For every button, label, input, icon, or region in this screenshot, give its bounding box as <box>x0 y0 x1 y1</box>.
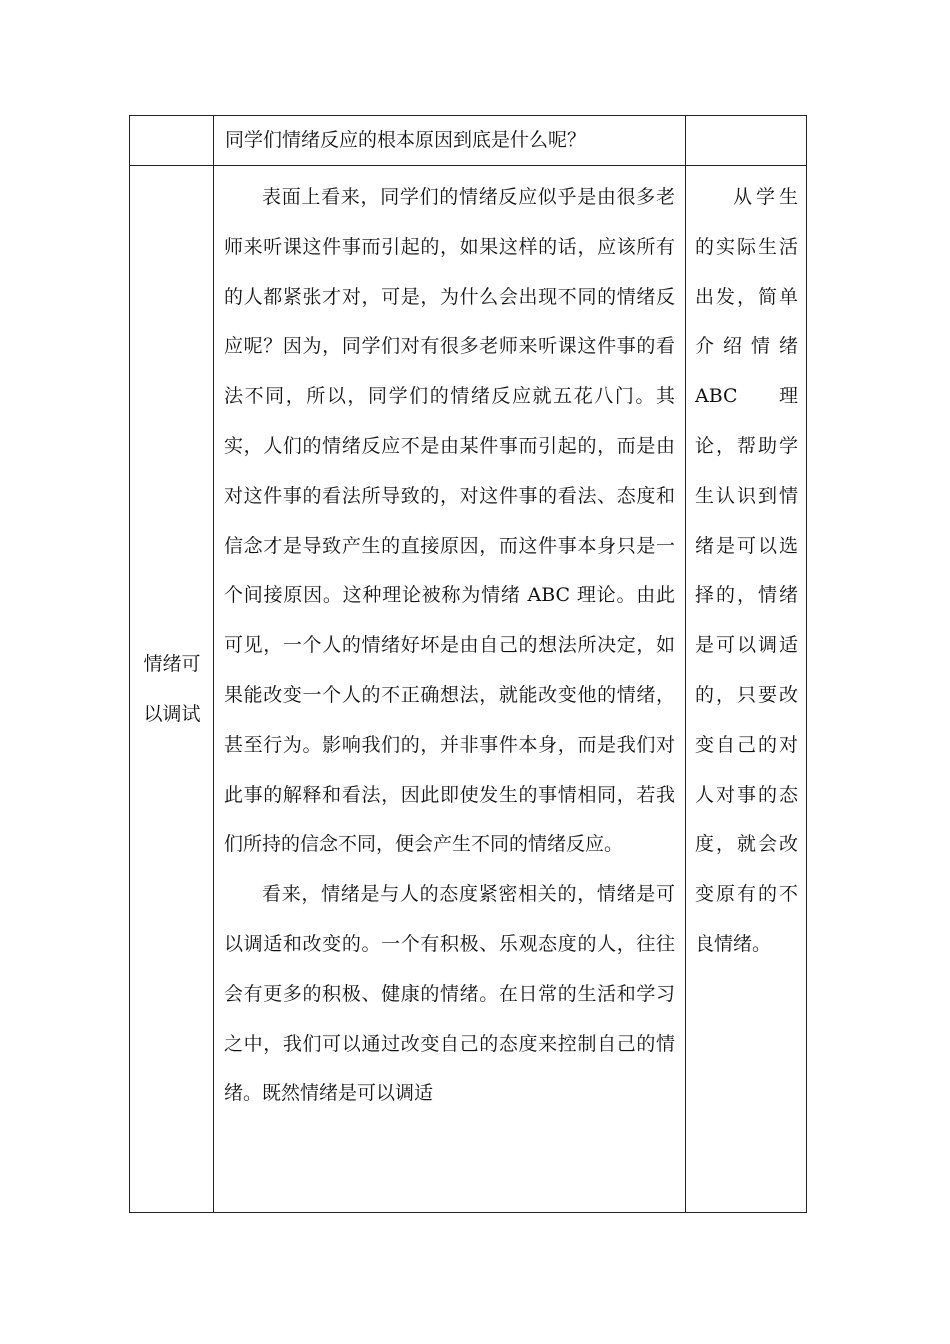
section-label-cell <box>130 166 214 1213</box>
header-question-cell <box>214 116 686 166</box>
header-label-cell <box>130 116 214 166</box>
section-content-cell <box>214 166 686 1213</box>
lesson-plan-table <box>129 115 807 1213</box>
section-content <box>214 166 685 1119</box>
section-note-cell <box>686 166 807 1213</box>
header-row <box>130 116 807 166</box>
design-note <box>686 166 806 970</box>
section-label: 情绪可以调试 <box>143 653 201 725</box>
header-note-cell <box>686 116 807 166</box>
design-note-text: 从学生的实际生活出发，简单介绍情绪 ABC 理论，帮助学生认识到情绪是可以选择的，情绪是可以调适的，只要改变自己的对人对事的态度，就会改变原有的不良情绪。 <box>695 186 798 955</box>
header-question: 同学们情绪反应的根本原因到底是什么呢？ <box>225 129 587 151</box>
content-paragraph-1: 表面上看来，同学们的情绪反应似乎是由很多老师来听课这件事而引起的，如果这样的话，应该所有的人都紧张才对，可是，为什么会出现不同的情绪反应呢？因为，同学们对有很多老师来听课这件事的看法不同，所以，同学们的情绪反应就五花八门。其实，人们的情绪反应不是由某件事而引起的，而是由对这件事的看法所导致的，对这件事的看法、态度和信念才是导致产生的直接原因，而这件事本身只是一个间接原因。这种理论被称为情绪 ABC 理论。由此可见，一个人的情绪好坏是由自己的想法所决定，如果能改变一个人的不正确想法，就能改变他的情绪，甚至行为。影响我们的，并非事件本身，而是我们对此事的解释和看法，因此即使发生的事情相同，若我们所持的信念不同，便会产生不同的情绪反应。 <box>224 186 675 856</box>
section-row <box>130 166 807 1213</box>
content-paragraph-2: 看来，情绪是与人的态度紧密相关的，情绪是可以调适和改变的。一个有积极、乐观态度的人，往往会有更多的积极、健康的情绪。在日常的生活和学习之中，我们可以通过改变自己的态度来控制自己的情绪。既然情绪是可以调适 <box>224 883 675 1105</box>
